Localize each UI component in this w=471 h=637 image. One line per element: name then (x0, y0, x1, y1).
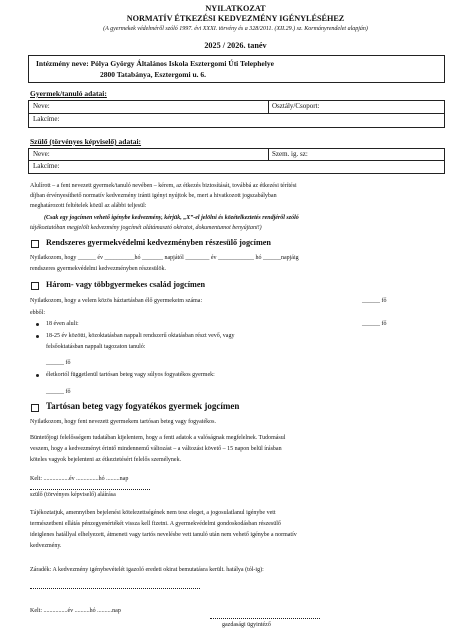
liability-text-2: veszem, hogy a kedvezményt érintő mindennemű változást – a változást követő – 15 napon belül írásban (30, 446, 282, 452)
section2-text-2: ebből: (30, 310, 45, 316)
info-text-3: ideiglenes hatállyal elhelyezett, átmeneti vagy tartós nevelésbe vett tanuló után nem vehető igénybe a normatív (30, 532, 297, 538)
under18-blank[interactable]: ______ fő (362, 321, 387, 327)
parent-name-field[interactable]: Neve: (33, 150, 50, 158)
age18-25-label-1: 18-25 év közötti, közoktatásban nappali rendszerű oktatásban részt vevő, vagy (46, 333, 235, 339)
table-divider (28, 160, 445, 161)
table-divider (268, 100, 269, 113)
info-text-2: természetbeni ellátás pénzegyenértékét vissza kell fizetni. A gyermekvédelmi gondoskodásban részesülő (30, 521, 281, 527)
section1-text-1: Nyilatkozom, hogy ______ év __________hó _______ napjától ________ év ____________ hó ______napjáig (30, 255, 299, 261)
age18-25-label-2: felsőoktatásban nappali tagozaton tanuló: (46, 344, 146, 350)
table-divider (28, 113, 445, 114)
child-section-heading: Gyermek/tanuló adatai: (30, 89, 107, 98)
admin-signature-label: gazdasági ügyintéző (222, 622, 271, 628)
section2-heading: Három- vagy többgyermekes család jogcímen (46, 280, 206, 289)
section3-heading: Tartósan beteg vagy fogyatékos gyermek jogcímen (46, 401, 240, 411)
parent-address-field[interactable]: Lakcíme: (33, 162, 60, 170)
parent-data-table (28, 148, 445, 174)
form-title-main: NORMATÍV ÉTKEZÉSI KEDVEZMÉNY IGÉNYLÉSÉHEZ (126, 14, 345, 23)
section2-text-1: Nyilatkozom, hogy a velem közös háztartásban élő gyermekeim száma: (30, 298, 203, 304)
child-address-field[interactable]: Lakcíme: (33, 115, 60, 123)
parent-id-field[interactable]: Szem. ig. sz: (272, 150, 308, 158)
age18-25-blank[interactable]: ______ fő (46, 360, 71, 366)
intro-note-2: tájékoztatóban megjelölt kedvezmény jogcímét alátámasztó okiratot, dokumentumot benyújtani!) (30, 225, 262, 231)
info-text-4: kedvezmény. (30, 543, 62, 549)
bullet-icon (36, 323, 39, 326)
intro-note-1: (Csak egy jogcímen vehető igénybe kedvezmény, kérjük, „X”-el jelölni és közételkeztetés rendjéről szóló (44, 215, 299, 221)
intro-text-2: díjban érvényesíthető normatív kedvezmény iránti igényt nyújtok be, mert a hivatkozott jogszabályban (30, 193, 277, 199)
bullet-icon (36, 374, 39, 377)
child-class-field[interactable]: Osztály/Csoport: (272, 102, 320, 110)
section1-text-2: rendszeres gyermekvédelmi kedvezményben részesülök. (30, 266, 166, 272)
institution-address: 2800 Tatabánya, Esztergomi u. 6. (100, 70, 207, 79)
disabled-child-label: életkortól függetlenül tartósan beteg vagy súlyos fogyatékos gyermek: (46, 372, 215, 378)
parent-sign-date[interactable]: Kelt: .................év ...............hó .........nap (30, 476, 129, 482)
disabled-child-blank[interactable]: ______ fő (46, 389, 71, 395)
under18-label: 18 éven aluli: (46, 321, 79, 327)
section3-checkbox[interactable] (31, 404, 39, 412)
table-divider (268, 148, 269, 160)
form-title: NYILATKOZAT (205, 4, 266, 13)
institution-name: Intézmény neve: Pólya György Általános Iskola Esztergomi Úti Telephelye (36, 59, 274, 68)
child-name-field[interactable]: Neve: (33, 102, 50, 110)
closing-clause: Záradék: A kedvezmény igénybevételét igazoló eredeti okirat bemutatásra került. hatálya (tól-ig): (30, 567, 264, 573)
parent-section-heading: Szülő (törvényes képviselő) adatai: (30, 137, 142, 146)
section1-checkbox[interactable] (31, 240, 39, 248)
section3-text-1: Nyilatkozom, hogy fent nevezett gyermekem tartósan beteg vagy fogyatékos. (30, 419, 216, 425)
parent-signature-label: szülő (törvényes képviselő) aláírása (30, 492, 116, 498)
child-data-table (28, 100, 445, 128)
signature-line (30, 489, 150, 490)
admin-sign-date[interactable]: Kelt: ................év ..........hó ..........nap (30, 608, 121, 614)
bullet-icon (36, 335, 39, 338)
intro-text-3: meghatározott feltételek közül az alábbi teljesül: (30, 203, 147, 209)
legal-basis: (A gyermekek védelméről szóló 1997. évi XXXI. törvény és a 328/2011. (XII.29.) sz. Kormányrendelet alapján) (103, 26, 368, 32)
liability-text-1: Büntetőjogi felelősségem tudatában kijelentem, hogy a fenti adatok a valóságnak megfelelnek. Tudomásul (30, 435, 286, 441)
section2-checkbox[interactable] (31, 282, 39, 290)
info-text-1: Tájékoztatjuk, amennyiben bejelenési kötelezettségének nem tesz eleget, a jogosulatlanul igénybe vett (30, 510, 276, 516)
total-children-blank[interactable]: ______ fő (362, 298, 387, 304)
section1-heading: Rendszeres gyermekvédelmi kedvezményben részesülő jogcímen (46, 238, 271, 247)
school-year: 2025 / 2026. tanév (204, 41, 267, 50)
intro-text-1: Alulírott – a fent nevezett gyermek/tanuló nevében – kérem, az étkezés biztosítását, továbbá az étkezési térítési (30, 183, 297, 189)
admin-signature-line (210, 618, 320, 619)
liability-text-3: köteles vagyok bejelenteni az étkeztetésért felelős személynek. (30, 457, 182, 463)
validity-line[interactable] (30, 588, 200, 589)
